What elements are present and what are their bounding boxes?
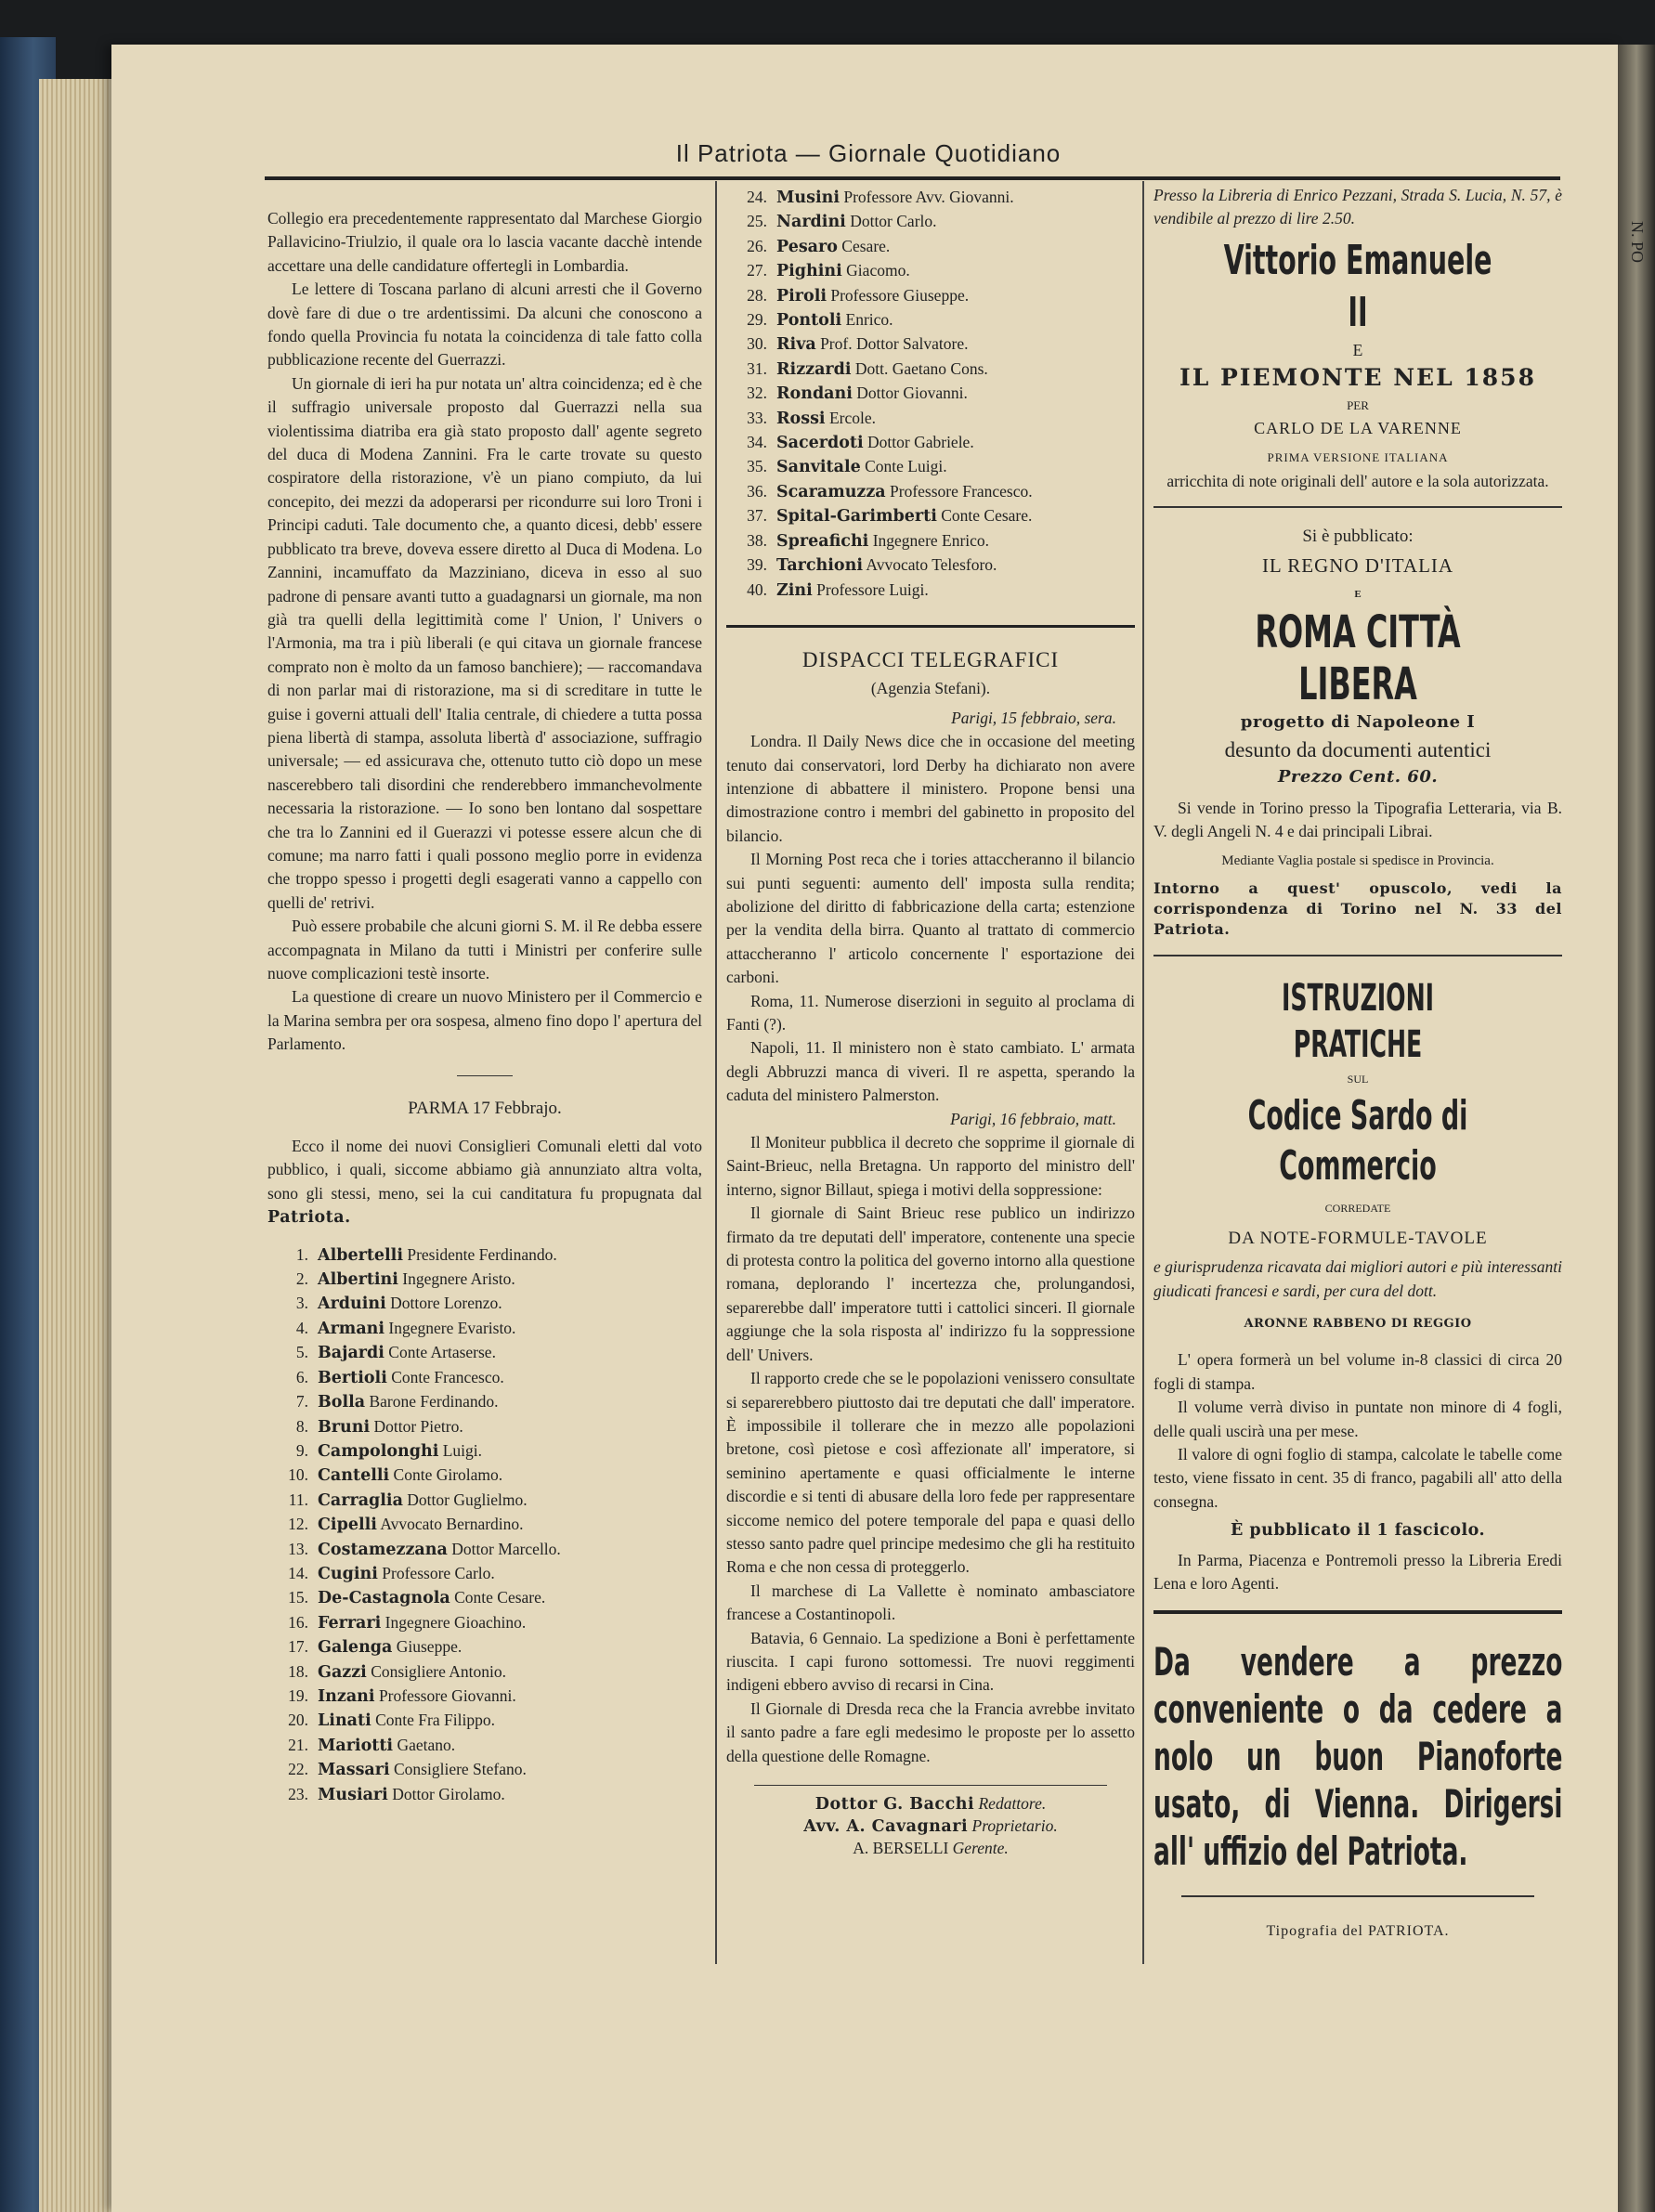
councillor-name: Rondani [776,384,853,404]
article-paragraph: Le lettere di Toscana parlano di alcuni arresti che il Governo dovè fare di due o tre ardentissimi. Da alcuni che conoscono a fondo quella Provincia fu notata la coincidenza di tale fatto colla pubblicazione recente del Guerrazzi. [267,280,702,370]
section-divider [457,1075,513,1076]
list-item [726,382,1135,406]
councillor-name: Albertini [318,1270,398,1290]
ad1-notes: arricchita di note originali dell' autore e la sola autorizzata. [1166,471,1549,490]
list-item-number: 38. [747,530,767,550]
councillor-name: Linati [318,1711,371,1731]
list-item-number: 27. [747,261,767,280]
list-item-number: 29. [747,310,767,330]
ad3-title: ISTRUZIONI PRATICHE [1281,976,1435,1066]
ad-rule [1153,955,1562,956]
councillor-name: Musini [776,189,840,207]
councillor-title: Dottor Gabriele. [867,433,974,452]
list-item [267,1439,702,1464]
councillor-title: Dottor Pietro. [373,1416,463,1436]
ad1-title: Vittorio Emanuele II [1223,236,1492,336]
list-item [726,308,1135,332]
list-item [267,1464,702,1488]
ad2-project: progetto di Napoleone I [1240,712,1476,733]
councillor-name: De-Castagnola [318,1589,450,1608]
councillor-title: Ercole. [828,408,876,427]
ad2-e: E [1354,589,1362,601]
list-item [726,358,1135,382]
list-item-number: 20. [288,1711,308,1730]
parma-heading: PARMA 17 Febbrajo. [408,1098,562,1118]
list-item [267,1734,702,1758]
councillors-list-1 [267,1243,702,1807]
councillor-title: Professore Carlo. [382,1563,495,1582]
ad2-desunto: desunto da documenti autentici [1224,737,1492,761]
councillor-title: Consigliere Stefano. [394,1760,527,1779]
ad3-sul: SUL [1347,1072,1369,1086]
councillor-title: Conte Cesare. [454,1588,546,1607]
list-item-number: 37. [747,506,767,526]
list-item-number: 18. [288,1661,308,1681]
list-item [267,1513,702,1537]
list-item [267,1635,702,1659]
dispacci-agency: (Agenzia Stefani). [870,679,991,698]
signature-line: A. BERSELLI Gerente. [853,1839,1009,1857]
councillor-title: Conte Luigi. [865,457,947,476]
list-item-number: 19. [288,1685,308,1705]
list-item-number: 24. [747,188,767,206]
list-item [267,1415,702,1439]
dispatch-paragraph: Il Giornale di Dresda reca che la Francia avrebbe invitato il santo padre a fare egli medesimo le proposte per lo assetto della questione delle Romagne. [726,1698,1135,1765]
ad3-author: ARONNE RABBENO DI REGGIO [1244,1316,1472,1331]
list-item [267,1243,702,1268]
councillor-name: Nardini [776,213,846,232]
councillor-title: Conte Francesco. [391,1367,504,1386]
ad2-pub: Si è pubblicato: [1302,527,1414,547]
dispatch-paragraph: Napoli, 11. Il ministero non è stato cambiato. L' armata degli Abbruzzi manca di viveri. Il re aspetta, sperando la caduta del ministero Palmerston. [726,1038,1135,1105]
signature-line: Dottor G. Bacchi Redattore. [814,1794,1047,1814]
list-item-number: 22. [288,1760,308,1779]
tipografia: Tipografia del PATRIOTA. [1266,1923,1450,1940]
councillor-title: Gaetano. [397,1735,456,1754]
list-item [267,1758,702,1782]
councillor-name: Albertelli [318,1245,403,1265]
signature-rule [754,1785,1107,1786]
list-item [726,504,1135,528]
dispatch-paragraph: Il giornale di Saint Brieuc rese publico un indirizzo firmato da tre deputati dell' imperatore, contenente una specie di protesta contro la politica del governo intorno alla questione romana, deplorando l' incertezza che, prolungandosi, separerebbe dall' imperatore tutti i cattolici sinceri. Il giornale aggiunge che la sola risposta al' indirizzo fu la soppressione dell' Univers. [726,1204,1135,1364]
list-item-number: 13. [288,1539,308,1558]
dispatch-paragraph: Il Moniteur pubblica il decreto che sopprime il giornale di Saint-Brieuc, nella Bretagna. Un rapporto del ministro dell' interno, signor Billaut, spiega i motivi della soppressione: [726,1133,1135,1199]
councillor-title: Ingegnere Evaristo. [388,1318,516,1337]
list-item-number: 23. [288,1784,308,1803]
list-item-number: 3. [295,1294,308,1313]
list-item-number: 2. [295,1269,308,1289]
councillor-name: Bajardi [318,1344,384,1363]
list-item [267,1390,702,1414]
list-item [267,1489,702,1513]
ad3-pubblicato: È pubblicato il 1 fascicolo. [1230,1521,1486,1541]
councillor-name: Spital-Garimberti [776,507,937,527]
councillor-title: Conte Artaserse. [388,1343,496,1362]
ad3-da: DA NOTE-FORMULE-TAVOLE [1228,1228,1488,1248]
councillor-title: Conte Cesare. [941,506,1033,526]
list-item-number: 15. [288,1588,308,1607]
edge-text: N. PO [1628,221,1647,264]
column-1 [267,207,702,1807]
article-paragraph: Può essere probabile che alcuni giorni S. M. il Re debba essere accompagnata in Milano da tutti i Ministri per conferire sulle nuove complicazioni testè insorte. [267,917,702,982]
list-item [267,1660,702,1685]
list-item [726,553,1135,578]
list-item-number: 25. [747,212,767,231]
councillor-name: Spreafichi [776,531,869,551]
councillor-name: Bertioli [318,1368,387,1387]
councillor-title: Cesare. [841,236,891,255]
councillor-title: Luigi. [442,1440,483,1460]
list-item [726,235,1135,259]
column-rule-2 [1142,181,1144,1964]
councillor-name: Musiari [318,1785,388,1804]
list-item [726,332,1135,357]
councillor-title: Giacomo. [846,261,910,280]
ad1-e: E [1352,340,1363,359]
councillor-name: Mariotti [318,1736,394,1755]
list-item [267,1317,702,1341]
list-item [267,1341,702,1365]
list-item [267,1709,702,1733]
list-item-number: 34. [747,433,767,452]
dispatch-paragraph: Londra. Il Daily News dice che in occasione del meeting tenuto dai conservatori, lord Derby ha dichiarato non avere intenzione di abbattere il ministero. Propone bensi una dimostrazione contro i membri del gabinetto in proposito del bilancio. [726,732,1135,845]
councillor-title: Ingegnere Gioachino. [384,1612,527,1632]
councillor-name: Zini [776,580,813,600]
list-item [267,1562,702,1586]
councillor-title: Dott. Gaetano Cons. [854,358,988,378]
list-item-number: 30. [747,334,767,354]
section-rule [726,625,1135,628]
ad1-sub: IL PIEMONTE NEL 1858 [1179,364,1536,392]
list-item [726,480,1135,504]
list-item-number: 6. [295,1367,308,1386]
list-item-number: 12. [288,1515,308,1534]
list-item-number: 21. [288,1735,308,1754]
councillor-title: Consigliere Antonio. [371,1661,507,1681]
councillor-title: Presidente Ferdinando. [407,1244,557,1264]
masthead-rule [265,176,1560,180]
councillor-name: Pesaro [776,237,838,256]
dateline-1: Parigi, 15 febbraio, sera. [951,708,1116,727]
ad1-version: PRIMA VERSIONE ITALIANA [1267,450,1449,465]
councillor-title: Dottor Girolamo. [392,1784,505,1803]
list-item [267,1586,702,1610]
ad-rule [1181,1895,1534,1897]
councillor-title: Dottor Giovanni. [856,384,968,403]
list-item [267,1538,702,1562]
list-item [267,1783,702,1807]
councillor-title: Prof. Dottor Salvatore. [820,334,969,354]
councillor-title: Barone Ferdinando. [369,1392,499,1412]
dispatch-paragraph: Il rapporto crede che se le popolazioni venissero consultate si separerebbero piuttosto dai tre deputati che dall' imperatore. È impossibile il tollerare che in mezzo alle popolazioni bretone, così pietose e così affezionate all' imperatore, si seminino apertamente e quasi officialmente le interne discordie e si tenti di abusare della loro fede per rappresentare siccome nemico del potere temporale del papa e quasi dello stesso santo padre quel principe medesimo che gli ha restituito Roma e che non cessa di proteggerlo. [726,1369,1136,1577]
councillor-title: Avvocato Bernardino. [380,1515,524,1534]
list-item-number: 4. [295,1318,308,1337]
councillor-name: Cugini [318,1564,378,1583]
councillor-title: Professore Luigi. [816,579,929,599]
list-item-number: 36. [747,481,767,501]
list-item [726,210,1135,234]
ad3-code: Codice Sardo di Commercio [1247,1092,1468,1191]
dispatch-paragraph: Batavia, 6 Gennaio. La spedizione a Boni è perfettamente riuscita. I capi furono sottomessi. Tre nuovi reggimenti indigeni ebbero avviso di recarsi in Cina. [726,1628,1135,1695]
list-item-number: 10. [288,1465,308,1485]
councillor-name: Sacerdoti [776,434,864,453]
parma-intro-bold: Patriota. [267,1208,351,1228]
ad1-per: PER [1347,397,1369,412]
dispatch-paragraph: Roma, 11. Numerose diserzioni in seguito al proclama di Fanti (?). [726,991,1135,1034]
list-item [726,431,1135,455]
list-item [726,455,1135,479]
parma-intro [267,1135,702,1230]
ad-rule [1153,1610,1562,1614]
councillor-name: Carraglia [318,1490,403,1510]
councillor-name: Piroli [776,286,827,306]
facing-page-edge [1618,45,1655,2212]
column-3-ads [1153,184,1562,1944]
signature-line: Avv. A. Cavagnari Proprietario. [803,1816,1058,1836]
parma-intro-text: Ecco il nome dei nuovi Consiglieri Comunali eletti dal voto pubblico, i quali, siccome abbiamo già annunziato altra volta, sono gli stessi, meno, sei la cui canditatura fu propugnata dal [267,1137,702,1203]
councillor-title: Conte Girolamo. [393,1465,503,1485]
councillor-title: Dottore Lorenzo. [390,1294,502,1313]
councillor-title: Conte Fra Filippo. [375,1711,495,1730]
list-item [726,284,1135,308]
column-rule-1 [715,181,717,1964]
councillor-title: Professore Giuseppe. [830,285,970,305]
ad2-title2: ROMA CITTÀ LIBERA [1255,606,1461,711]
councillor-title: Enrico. [845,310,893,330]
ad3-paragraph: L' opera formerà un bel volume in-8 classici di circa 20 fogli di stampa. [1153,1350,1562,1393]
councillor-name: Bruni [318,1417,371,1437]
councillor-name: Arduini [318,1295,386,1314]
councillor-name: Costamezzana [318,1540,448,1559]
list-item [267,1292,702,1316]
councillor-title: Ingegnere Enrico. [872,530,990,550]
councillor-name: Riva [776,335,816,355]
councillor-title: Avvocato Telesforo. [866,555,997,575]
ad2-title1: IL REGNO D'ITALIA [1261,553,1454,577]
councillor-name: Cantelli [318,1466,390,1486]
ad3-paragraph: Il valore di ogni foglio di stampa, calcolate le tabelle come testo, viene fissato in cent. 35 di franco, pagabili all' atto della consegna. [1153,1444,1562,1511]
list-item-number: 40. [747,579,767,599]
ad2-note: Intorno a quest' opuscolo, vedi la corrispondenza di Torino nel N. 33 del Patriota. [1153,878,1562,938]
list-item-number: 31. [747,358,767,378]
article-paragraph: Collegio era precedentemente rappresentato dal Marchese Giorgio Pallavicino-Triulzio, il quale ora lo lascia vacante dacchè intende accettare una delle candidature offertegli in Lombardia. [267,209,702,275]
councillor-name: Gazzi [318,1662,367,1682]
councillors-list-2 [726,186,1135,603]
councillor-title: Dottor Marcello. [451,1539,561,1558]
councillor-name: Pighini [776,262,842,281]
ad3-giuris: e giurisprudenza ricavata dai migliori autori e più interessanti giudicati francesi e sardi, per cura del dott. [1153,1257,1562,1300]
councillor-name: Ferrari [318,1613,382,1633]
list-item [726,529,1135,553]
list-item-number: 32. [747,384,767,403]
councillor-title: Professore Giovanni. [378,1685,516,1705]
column-2 [726,186,1135,1859]
list-item-number: 14. [288,1563,308,1582]
article-paragraph: La questione di creare un nuovo Ministero per il Commercio e la Marina sembra per ora sospesa, almeno fino dopo l' apertura del Parlamento. [267,987,702,1054]
ad2-vaglia: Mediante Vaglia postale si spedisce in Provincia. [1221,852,1494,868]
list-item-number: 26. [747,236,767,255]
councillor-name: Armani [318,1319,385,1338]
list-item-number: 7. [295,1392,308,1412]
list-item-number: 11. [288,1490,308,1509]
list-item [726,579,1135,603]
dispatch-paragraph: Il Morning Post reca che i tories attaccheranno il bilancio sui punti seguenti: aumento dell' imposta sulla rendita; abolizione del diritto di fabbricazione della carta; estenzione per la vendita della birra. Quanto al trattato di commercio attaccheranno l' articolo concernente l' esportazione dei carboni. [726,850,1135,987]
ad1-intro: Presso la Libreria di Enrico Pezzani, Strada S. Lucia, N. 57, è vendibile al prezzo di lire 2.50. [1153,186,1562,228]
ad3-paragraph: Il volume verrà diviso in puntate non minore di 4 fogli, delle quali uscirà una per mese. [1153,1398,1562,1440]
councillor-name: Scaramuzza [776,482,886,501]
councillor-name: Galenga [318,1638,393,1658]
list-item-number: 8. [295,1416,308,1436]
list-item [726,186,1135,210]
ad3-corredate: CORREDATE [1324,1202,1391,1216]
councillor-title: Giuseppe. [396,1637,463,1657]
list-item [267,1268,702,1292]
councillor-name: Inzani [318,1686,375,1706]
ad3-parma: In Parma, Piacenza e Pontremoli presso la Libreria Eredi Lena e loro Agenti. [1153,1550,1562,1593]
councillor-name: Tarchioni [776,556,863,576]
list-item-number: 16. [288,1612,308,1632]
list-item [267,1685,702,1709]
list-item [726,407,1135,431]
dispacci-title: DISPACCI TELEGRAFICI [801,647,1060,671]
councillor-name: Campolonghi [318,1441,439,1461]
list-item-number: 5. [295,1343,308,1362]
ad4 [1153,1638,1562,1875]
councillor-title: Ingegnere Aristo. [402,1269,515,1289]
ad2-price: Prezzo Cent. 60. [1277,767,1439,787]
list-item-number: 1. [295,1244,308,1264]
councillor-name: Bolla [318,1393,366,1412]
councillor-title: Professore Avv. Giovanni. [843,188,1014,206]
list-item-number: 28. [747,285,767,305]
dispatch-paragraph: Il marchese di La Vallette è nominato ambasciatore francese a Costantinopoli. [726,1581,1135,1624]
councillor-name: Cipelli [318,1516,377,1535]
councillor-name: Rizzardi [776,359,852,379]
councillor-title: Dottor Guglielmo. [407,1490,528,1509]
list-item-number: 9. [295,1440,308,1460]
masthead: Il Patriota — Giornale Quotidiano [675,139,1062,167]
dateline-2: Parigi, 16 febbraio, matt. [950,1109,1116,1128]
councillor-name: Rossi [776,409,826,428]
list-item-number: 39. [747,555,767,575]
ad4-text: Da vendere a prezzo conveniente o da cedere a nolo un buon Pianoforte usato, di Vienna. Dirigersi all' uffizio del Patriota. [1153,1639,1563,1875]
ad-rule [1153,506,1562,508]
list-item [267,1611,702,1635]
councillor-title: Professore Francesco. [890,481,1033,501]
councillor-name: Sanvitale [776,458,861,477]
list-item-number: 35. [747,457,767,476]
list-item-number: 17. [288,1637,308,1657]
signatures [726,1793,1135,1859]
list-item [726,259,1135,283]
ad2-sale: Si vende in Torino presso la Tipografia Letteraria, via B. V. degli Angeli N. 4 e dai principali Librai. [1153,798,1562,841]
ad1-author: CARLO DE LA VARENNE [1254,419,1462,438]
councillor-name: Pontoli [776,311,842,331]
councillor-title: Dottor Carlo. [850,212,937,231]
list-item [267,1366,702,1390]
list-item-number: 33. [747,408,767,427]
article-paragraph: Un giornale di ieri ha pur notata un' altra coincidenza; ed è che il suffragio universale proposto dal Guerrazzi nella sua violentissima diatriba era già stato proposto dall' agente segreto del duca di Modena Zannini. Fra le carte trovate su questo cospiratore della ristorazione, v'è un piano compiuto, da lui concepito, dei mezzi da adoperarsi per ricondurre sui loro Troni i Principi caduti. Tale documento che, a quanto dicesi, debb' essere pubblicato tra breve, doveva essere diretto al Duca di Modena. Lo Zannini, incamuffato da Mazziniano, diceva in esso al suo padrone di pensare avanti tutto a guadagnarsi un giornale, ma non già tra quelli della legittimità come l' Union, l' Univers o l'Armonia, ma tra i più liberali (e qui citava un giornale francese comprato non è molto da un famoso banchiere); — raccomandava di non parlar mai di ristorazione, ma si di screditare in tutte le guise i governi attuali dell' Italia centrale, di chiedere a tutta possa piena libertà di stampa, assoluta libertà d' associazione, suffragio universale; — ed assicurava che, ottenuto tutto ciò dopo un mese nascerebbero tali disordini che renderebbero immanchevolmente necessaria la ristorazione. — Io sono ben lontano dal sospettare che tra lo Zannini ed il Guerazzi vi potesse essere alcun che di comune; ma narro fatti i quali possono meglio porre in evidenza che troppo spesso i progetti degli esagerati vanno a cappello con quelli de' retrivi. [267,373,702,912]
councillor-name: Massari [318,1761,390,1780]
